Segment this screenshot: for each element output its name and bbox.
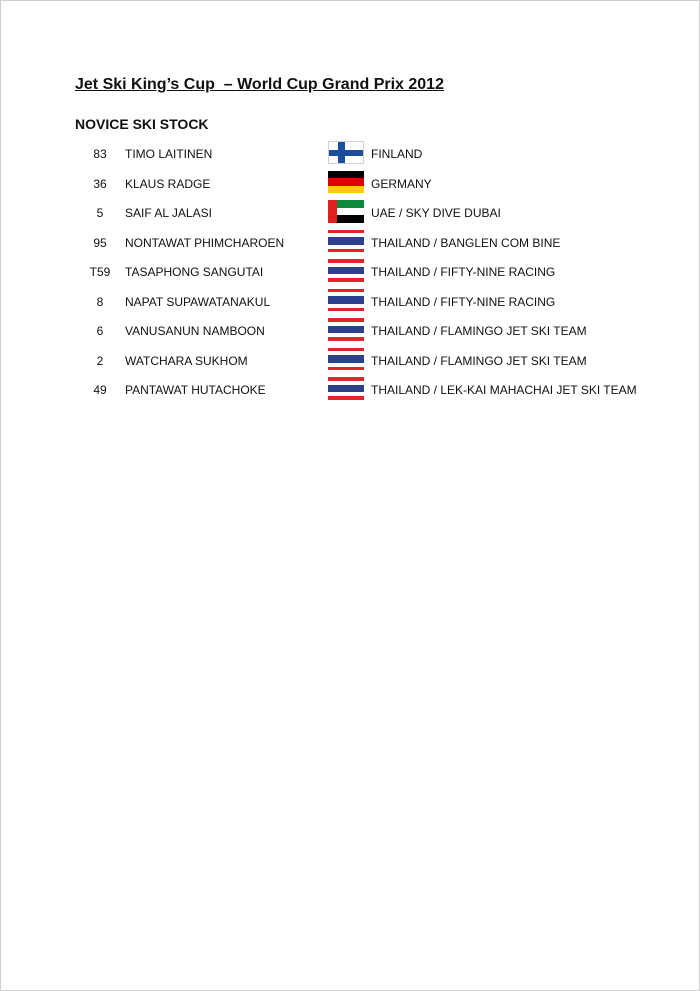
country-team: THAILAND / FIFTY-NINE RACING [371,265,556,279]
entry-row [0,375,700,405]
country-team: THAILAND / BANGLEN COM BINE [371,235,561,250]
flag-thailand-icon [328,259,364,282]
section-heading: NOVICE SKI STOCK [75,116,209,132]
entry-row [0,139,700,169]
country-team: THAILAND / FIFTY-NINE RACING [371,294,556,309]
rider-name: SAIF AL JALASI [125,206,212,220]
entry-row [0,316,700,346]
entry-number: T59 [89,265,111,279]
entry-row [0,346,700,376]
flag-germany-icon [328,171,364,194]
flag-uae-icon [328,200,364,223]
entry-number: 6 [96,324,104,338]
rider-name: WATCHARA SUKHOM [125,353,248,368]
country-team: FINLAND [371,147,423,161]
rider-name: KLAUS RADGE [125,176,211,191]
country-team: THAILAND / FLAMINGO JET SKI TEAM [371,324,587,338]
entry-number: 5 [96,206,104,220]
flag-thailand-icon [328,318,364,341]
flag-thailand-icon [328,289,364,312]
rider-name: NAPAT SUPAWATANAKUL [125,294,271,309]
rider-name: PANTAWAT HUTACHOKE [125,383,266,397]
entry-list [0,139,700,405]
entry-row [0,287,700,317]
rider-name: TASAPHONG SANGUTAI [125,265,264,279]
entry-number: 83 [93,147,107,161]
entry-row [0,169,700,199]
entry-number: 95 [93,235,107,250]
rider-name: TIMO LAITINEN [125,147,213,161]
country-team: GERMANY [371,176,432,191]
rider-name: VANUSANUN NAMBOON [125,324,265,338]
flag-thailand-icon [328,348,364,371]
country-team: THAILAND / FLAMINGO JET SKI TEAM [371,353,587,368]
entry-number: 36 [93,176,107,191]
entry-number: 2 [96,353,104,368]
entry-row [0,257,700,287]
rider-name: NONTAWAT PHIMCHAROEN [125,235,285,250]
entry-row [0,198,700,228]
entry-row [0,228,700,258]
flag-finland-icon [328,141,364,164]
country-team: THAILAND / LEK-KAI MAHACHAI JET SKI TEAM [371,383,637,397]
country-team: UAE / SKY DIVE DUBAI [371,206,501,220]
flag-thailand-icon [328,377,364,400]
flag-thailand-icon [328,230,364,253]
entry-number: 49 [93,383,107,397]
entry-number: 8 [96,294,104,309]
document-title: Jet Ski King’s Cup – World Cup Grand Prix 2012 [75,76,444,93]
